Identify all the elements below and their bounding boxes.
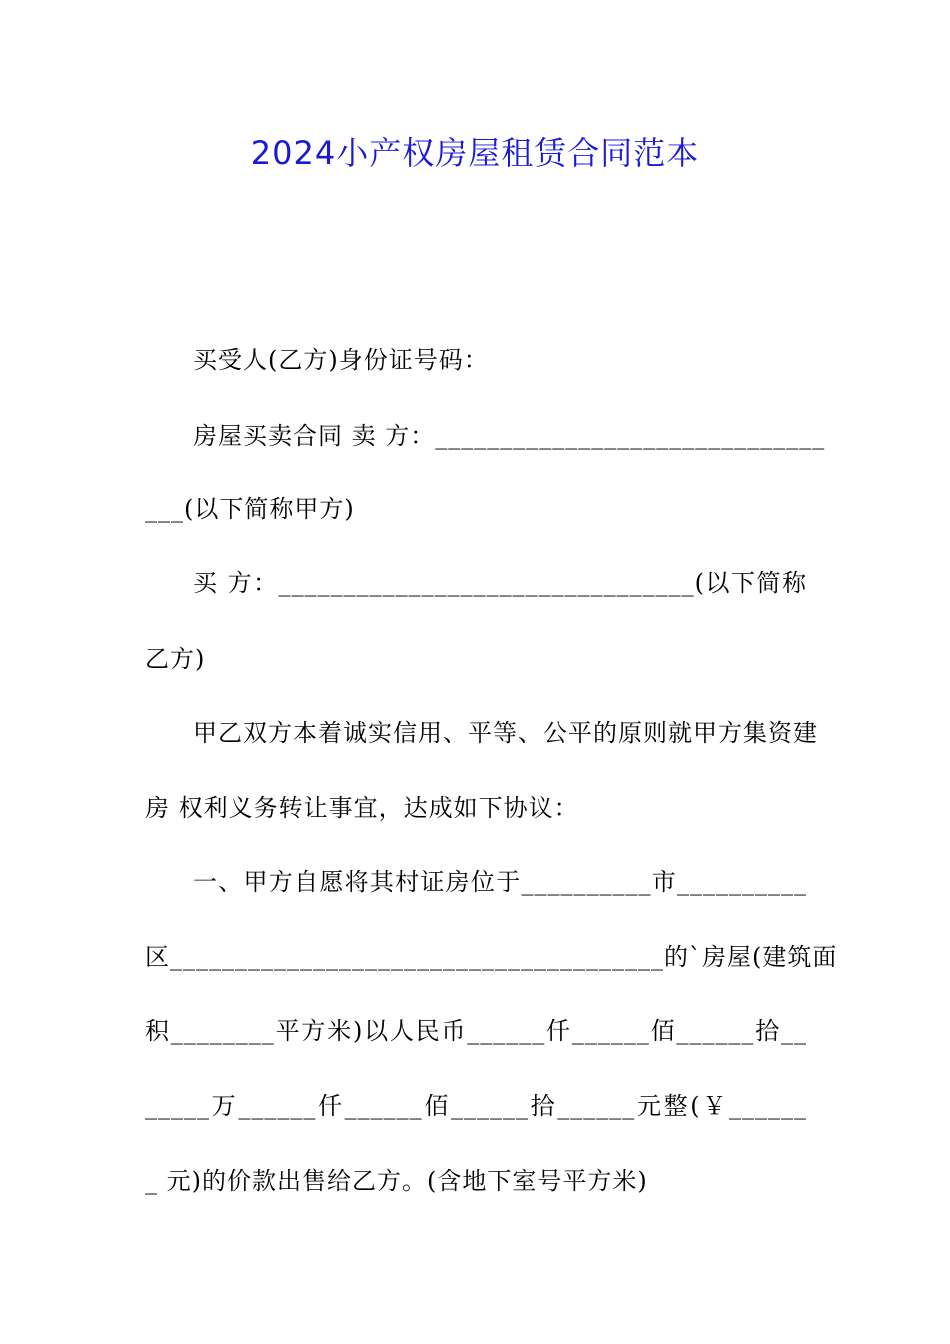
document-title: 2024小产权房屋租赁合同范本 — [250, 134, 700, 172]
clause-one-line-4: _____万______仟______佰______拾______元整(￥______ — [145, 1092, 807, 1120]
buyer-line: 买 方：________________________________(以下简称 — [193, 569, 807, 597]
seller-alias-line: ___(以下简称甲方) — [145, 495, 355, 523]
clause-one-line-1: 一、甲方自愿将其村证房位于__________市__________ — [193, 868, 807, 896]
buyer-alias-line: 乙方) — [145, 645, 206, 673]
principle-line: 甲乙双方本着诚实信用、平等、公平的原则就甲方集资建 — [193, 719, 818, 747]
buyer-id-line: 买受人(乙方)身份证号码： — [193, 346, 489, 374]
clause-one-line-3: 积________平方米)以人民币______仟______佰______拾__ — [145, 1017, 807, 1045]
seller-line: 房屋买卖合同 卖 方：______________________________ — [193, 422, 826, 450]
agreement-line: 房 权利义务转让事宜，达成如下协议： — [145, 794, 579, 822]
clause-one-line-2: 区______________________________________的`房屋(建筑面 — [145, 943, 838, 971]
clause-one-line-5: _ 元)的价款出售给乙方。(含地下室号平方米) — [145, 1167, 648, 1195]
